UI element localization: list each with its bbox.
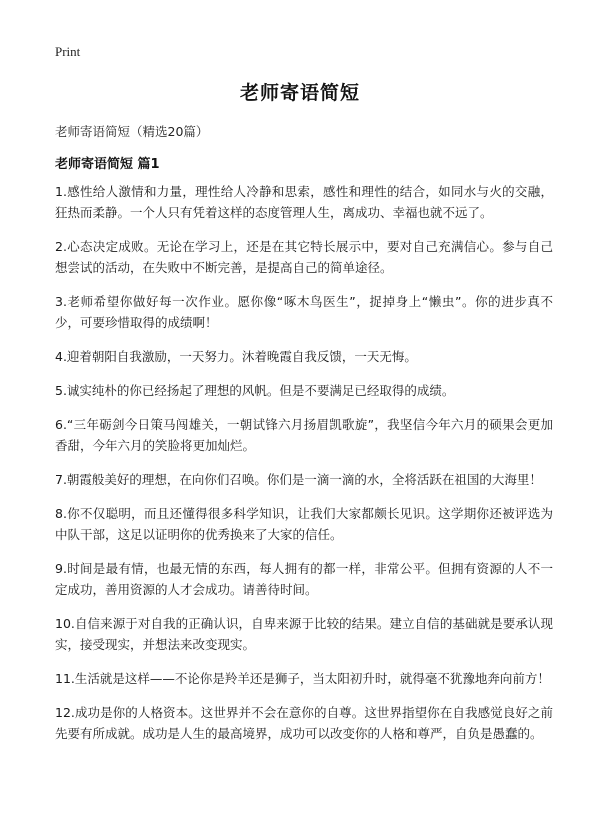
list-item: 11.生活就是这样——不论你是羚羊还是狮子，当太阳初升时，就得毫不犹豫地奔向前方！ bbox=[55, 671, 550, 686]
document-subtitle: 老师寄语简短（精选20篇） bbox=[55, 124, 209, 139]
list-item: 9.时间是最有情，也最无情的东西，每人拥有的都一样，非常公平。但拥有资源的人不一定成功，善用资源的人才会成功。请善待时间。 bbox=[55, 561, 553, 597]
list-item: 3.老师希望你做好每一次作业。愿你像“啄木鸟医生”，捉掉身上“懒虫”。你的进步真不少，可要珍惜取得的成绩啊！ bbox=[55, 294, 553, 330]
list-item: 10.自信来源于对自我的正确认识，自卑来源于比较的结果。建立自信的基础就是要承认现实，接受现实，并想法来改变现实。 bbox=[55, 616, 553, 652]
list-item: 12.成功是你的人格资本。这世界并不会在意你的自尊。这世界指望你在自我感觉良好之前先要有所成就。成功是人生的最高境界，成功可以改变你的人格和尊严，自负是愚蠢的。 bbox=[55, 705, 553, 741]
list-item: 8.你不仅聪明，而且还懂得很多科学知识，让我们大家都颇长见识。这学期你还被评选为中队干部，这足以证明你的优秀换来了大家的信任。 bbox=[55, 506, 553, 542]
list-item: 7.朝霞般美好的理想，在向你们召唤。你们是一滴一滴的水，全将活跃在祖国的大海里！ bbox=[55, 472, 542, 487]
list-item: 1.感性给人激情和力量，理性给人冷静和思索，感性和理性的结合，如同水与火的交融，狂热而柔静。一个人只有凭着这样的态度管理人生，离成功、幸福也就不远了。 bbox=[55, 184, 553, 220]
list-item: 6.“三年砺剑今日策马闯雄关，一朝试锋六月扬眉凯歌旋”，我坚信今年六月的硕果会更加香甜，今年六月的笑脸将更加灿烂。 bbox=[55, 417, 553, 453]
section-heading: 老师寄语简短 篇1 bbox=[55, 157, 160, 172]
print-link[interactable]: Print bbox=[55, 44, 81, 59]
item-list bbox=[55, 181, 553, 757]
list-item: 5.诚实纯朴的你已经扬起了理想的风帆。但是不要满足已经取得的成绩。 bbox=[55, 383, 455, 398]
list-item: 2.心态决定成败。无论在学习上，还是在其它特长展示中，要对自己充满信心。参与自己想尝试的活动，在失败中不断完善，是提高自己的简单途径。 bbox=[55, 239, 553, 275]
list-item: 4.迎着朝阳自我激励，一天努力。沐着晚霞自我反馈，一天无悔。 bbox=[55, 349, 417, 364]
page-title: 老师寄语简短 bbox=[239, 82, 360, 104]
